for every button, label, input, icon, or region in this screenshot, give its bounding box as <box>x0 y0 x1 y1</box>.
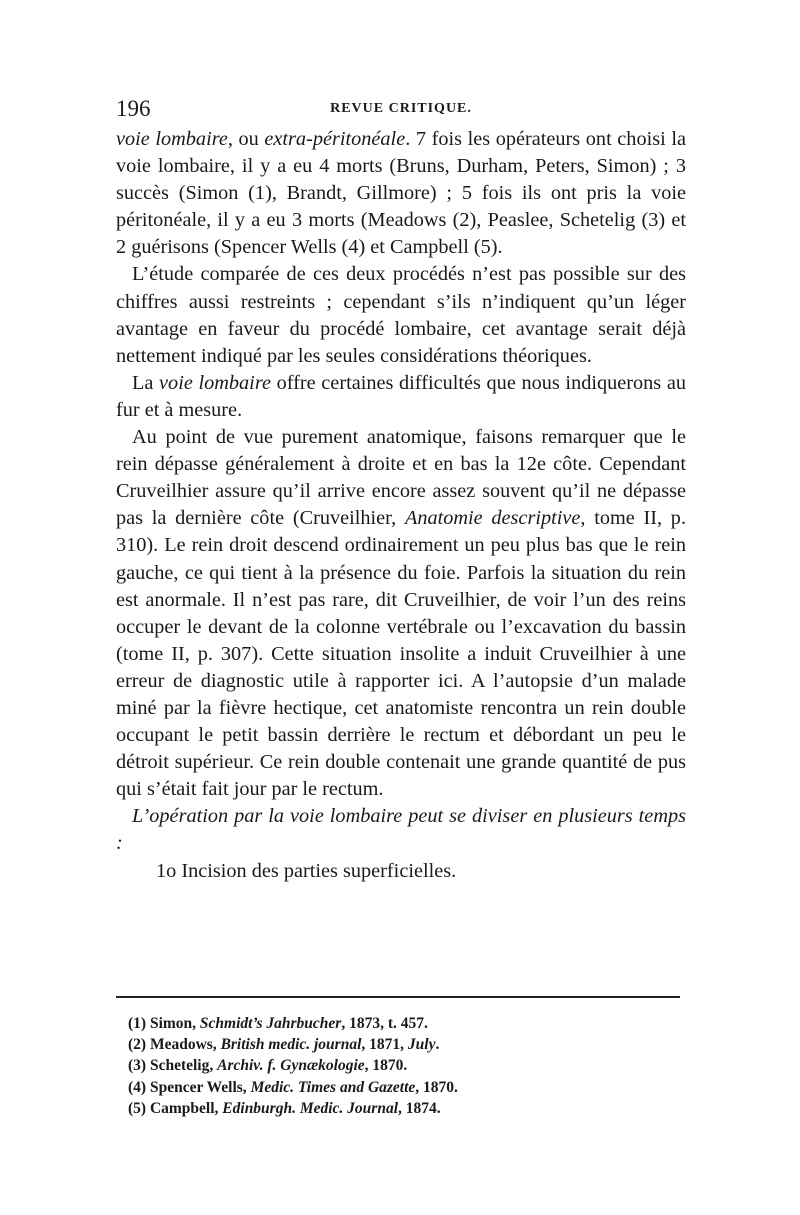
paragraph <box>116 858 686 885</box>
text-run: . 7 fois les opérateurs ont choisi la voie lombaire, il y a eu 4 morts (Bruns, Durham, Peters, Simon) ; 3 succès (Simon (1), Brandt, Gillmore) ; 5 fois ils ont pris la voie péritonéale, il y a eu 3 morts (Meadows (2), Peaslee, Schetelig (3) et 2 guérisons (Spencer Wells (4) et Campbell (5). <box>116 128 686 259</box>
footnote-separator <box>116 996 680 998</box>
text-run: La <box>132 371 160 394</box>
footnote-text: (3) Schetelig, <box>128 1057 218 1075</box>
text-run: 1o Incision des parties superficielles. <box>156 859 457 882</box>
footnote-text: , 1870. <box>364 1057 408 1075</box>
footnote-text: . <box>435 1036 440 1054</box>
paragraph <box>116 803 686 857</box>
footnote-text: British medic. journal <box>220 1036 362 1054</box>
footnote-text: , 1873, t. 457. <box>341 1015 428 1032</box>
footnote-text: (4) Spencer Wells, <box>128 1078 251 1096</box>
text-run: offre certaines difficultés que nous indiquerons au fur et à mesure. <box>116 371 686 421</box>
footnote-text: Edinburgh. Medic. Journal <box>222 1099 399 1117</box>
footnote-text: Medic. Times and Gazette <box>250 1078 416 1096</box>
footnote <box>128 1098 688 1119</box>
footnote <box>128 1013 688 1034</box>
text-run: , ou <box>227 128 265 150</box>
paragraph <box>116 261 686 369</box>
footnote-text: (2) Meadows, <box>128 1036 221 1054</box>
footnotes <box>128 1013 688 1119</box>
footnote-text: Archiv. f. Gynækologie <box>217 1057 365 1075</box>
text-run: , tome II, p. 310). Le rein droit descend ordinairement un peu plus bas que le rein gauche, ce qui tient à la présence du foie. Parfois la situation du rein est anormale. Il n’est pas rare, dit Cruveilhier, de voir l’un des reins occuper le devant de la colonne vertébrale ou l’excavation du bassin (tome II, p. 307). Cette situation insolite a induit Cruveilhier à une erreur de diagnostic utile à rapporter ici. A l’autopsie d’un malade miné par la fièvre hectique, cet anatomiste rencontra un rein double occupant le petit bassin derrière le rectum et débordant un peu le détroit supérieur. Ce rein double contenait une grande quantité de pus qui s’était fait jour par le rectum. <box>116 507 687 801</box>
text-run: L’étude comparée de ces deux procédés n’est pas possible sur des chiffres aussi restreints ; cependant s’ils n’indiquent qu’un léger avantage en faveur du procédé lombaire, cet avantage serait déjà nettement indiqué par les seules considérations théoriques. <box>116 263 686 367</box>
footnote <box>128 1034 688 1055</box>
footnote-text: , 1871, <box>361 1036 408 1054</box>
page-header <box>116 96 686 126</box>
paragraph <box>116 126 686 261</box>
footnote-text: (1) Simon, <box>128 1015 200 1032</box>
footnote <box>128 1055 688 1076</box>
paragraph <box>116 424 686 803</box>
running-title: REVUE CRITIQUE. <box>330 101 472 116</box>
footnote-text: July <box>407 1036 436 1054</box>
italic-text: extra-péritonéale <box>264 128 406 150</box>
text-run: Au point de vue purement anatomique, faisons remarquer que le rein dépasse généralement à droite et en bas la 12e côte. Cependant Cruveilhier assure qu’il arrive encore assez souvent qu’il ne dépasse pas la dernière côte (Cruveilhier, <box>116 426 686 530</box>
body-text <box>116 126 686 885</box>
italic-text: voie lombaire <box>116 128 228 150</box>
italic-text: Anatomie descriptive <box>404 507 581 530</box>
footnote-text: , 1874. <box>398 1099 441 1117</box>
paragraph <box>116 370 686 424</box>
footnote-text: (5) Campbell, <box>128 1099 223 1117</box>
italic-text: L’opération par la voie lombaire peut se diviser en plusieurs temps : <box>116 805 686 855</box>
italic-text: voie lombaire <box>159 371 271 394</box>
footnote-text: Schmidt’s Jahrbucher <box>199 1015 342 1032</box>
footnote-text: , 1870. <box>415 1078 458 1096</box>
page-number: 196 <box>116 96 151 121</box>
footnote <box>128 1077 688 1098</box>
